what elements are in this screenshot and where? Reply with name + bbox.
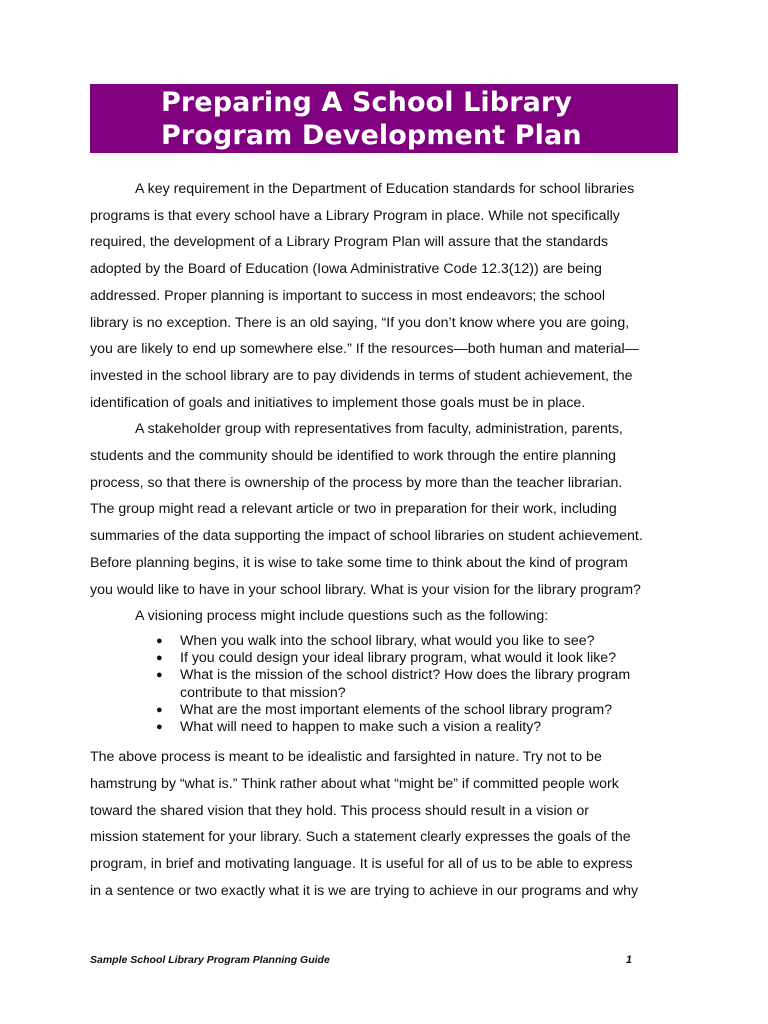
document-body — [90, 176, 680, 904]
bullet-icon: ● — [156, 703, 163, 716]
list-item-text: What are the most important elements of the school library program? — [180, 701, 613, 718]
page-footer — [90, 954, 632, 966]
page-number: 1 — [625, 954, 632, 966]
bullet-icon: ● — [156, 634, 163, 647]
text-line: library is no exception. There is an old saying, “If you don’t know where you are going, — [90, 314, 630, 331]
text-line: summaries of the data supporting the impact of school libraries on student achievement. — [90, 528, 643, 545]
text-line: mission statement for your library. Such a statement clearly expresses the goals of the — [90, 829, 631, 846]
text-line: you are likely to end up somewhere else.” If the resources—both human and material— — [90, 341, 639, 358]
list-item-text: When you walk into the school library, what would you like to see? — [180, 632, 595, 649]
text-line: hamstrung by “what is.” Think rather about what “might be” if committed people work — [90, 775, 619, 792]
text-line: you would like to have in your school library. What is your vision for the library program? — [90, 581, 641, 598]
bullet-icon: ● — [156, 652, 163, 665]
paragraph-stakeholders — [90, 416, 680, 603]
list-item — [156, 718, 680, 736]
list-item-text: What will need to happen to make such a vision a reality? — [180, 718, 542, 735]
paragraph-visioning-intro: A visioning process might include questions such as the following: — [135, 608, 549, 625]
text-line: process, so that there is ownership of the process by more than the teacher librarian. — [90, 474, 623, 491]
text-line: invested in the school library are to pay dividends in terms of student achievement, the — [90, 367, 633, 384]
title-banner — [90, 84, 678, 153]
text-line: identification of goals and initiatives to implement those goals must be in place. — [90, 394, 586, 411]
text-line: adopted by the Board of Education (Iowa Administrative Code 12.3(12)) are being — [90, 261, 602, 278]
page-title-line-2: Program Development Plan — [161, 120, 582, 151]
list-item — [156, 667, 680, 701]
text-line: program, in brief and motivating language. It is useful for all of us to be able to express — [90, 855, 633, 872]
visioning-questions-list — [90, 633, 680, 736]
text-line: toward the shared vision that they hold. This process should result in a vision or — [90, 802, 589, 819]
list-item-text: contribute to that mission? — [180, 684, 346, 701]
list-item-text: If you could design your ideal library program, what would it look like? — [180, 650, 617, 667]
text-line: The group might read a relevant article or two in preparation for their work, including — [90, 501, 617, 518]
page-title-line-1: Preparing A School Library — [161, 87, 573, 118]
list-item — [156, 632, 680, 650]
footer-guide-title: Sample School Library Program Planning Guide — [90, 954, 330, 966]
bullet-icon: ● — [156, 720, 163, 733]
paragraph-requirements — [90, 176, 680, 416]
text-line: The above process is meant to be idealistic and farsighted in nature. Try not to be — [90, 749, 602, 766]
list-item — [156, 650, 680, 667]
text-line: A stakeholder group with representatives from faculty, administration, parents, — [135, 421, 623, 438]
bullet-icon: ● — [156, 669, 163, 682]
text-line: students and the community should be identified to work through the entire planning — [90, 448, 617, 465]
paragraph-idealistic-process — [90, 744, 680, 904]
text-line: Before planning begins, it is wise to take some time to think about the kind of program — [90, 554, 628, 571]
text-line: in a sentence or two exactly what it is we are trying to achieve in our programs and why — [90, 882, 639, 899]
text-line: programs is that every school have a Library Program in place. While not specifically — [90, 207, 620, 224]
text-line: A key requirement in the Department of Education standards for school libraries — [135, 181, 635, 197]
text-line: required, the development of a Library Program Plan will assure that the standards — [90, 234, 609, 251]
list-item — [156, 701, 680, 719]
text-line: addressed. Proper planning is important to success in most endeavors; the school — [90, 287, 605, 304]
list-item-text: What is the mission of the school district? How does the library program — [180, 667, 631, 684]
